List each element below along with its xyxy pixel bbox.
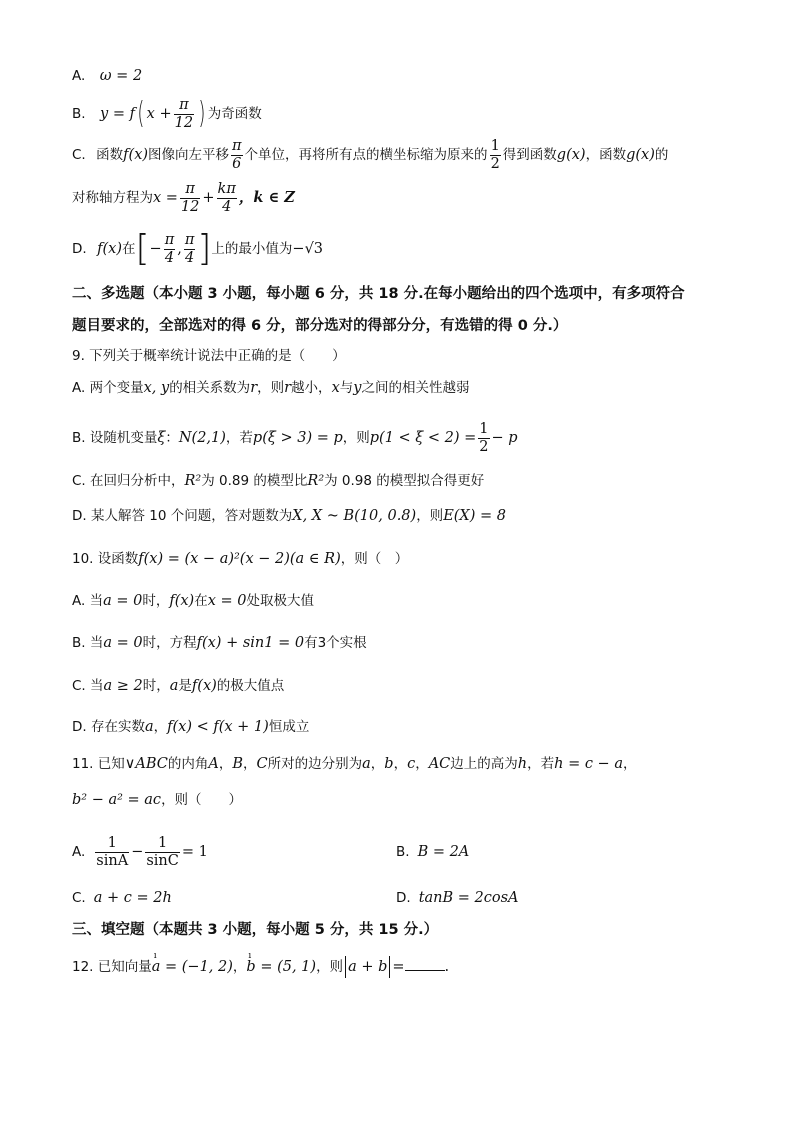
section-2-heading-line1: 二、多选题（本小题 3 小题，每小题 6 分，共 18 分.在每小题给出的四个选项中，有多项符合: [72, 286, 685, 302]
q12-stem: 12. 已知向量ı a = (−1, 2)，ı b = (5, 1)，则 a + b = .: [72, 956, 449, 978]
q11-option-d: D. tanB = 2cosA: [396, 890, 519, 906]
q9-option-c: C. 在回归分析中，R²为 0.89 的模型比R²为 0.98 的模型拟合得更好: [72, 473, 485, 489]
q11-stem-line1: 11. 已知∨ABC的内角A，B，C所对的边分别为a，b，c，AC边上的高为h，若h = c − a，: [72, 756, 637, 772]
q9-option-a: A. 两个变量x, y的相关系数为r，则r越小，x与y之间的相关性越弱: [72, 380, 470, 396]
q10-stem: 10. 设函数f(x) = (x − a)²(x − 2)(a ∈ R)，则（ ）: [72, 551, 409, 567]
q10-option-a: A. 当a = 0时，f(x)在x = 0处取极大值: [72, 593, 314, 609]
section-3-heading: 三、填空题（本题共 3 小题，每小题 5 分，共 15 分.）: [72, 922, 439, 938]
right-bracket: ]: [197, 228, 212, 269]
q9-option-b: B. 设随机变量ξ：N(2,1)，若p(ξ > 3) = p，则p(1 < ξ < 2) = $\frac{1}{2}$ − p: [72, 420, 518, 455]
q11-option-a: A. $\frac{1}{\sin A}$ − $\frac{1}{\sin C}$ = 1: [72, 834, 208, 869]
q9-stem: 9. 下列关于概率统计说法中正确的是（ ）: [72, 348, 346, 364]
left-bracket: [: [135, 228, 150, 269]
right-paren: ): [198, 96, 206, 131]
q10-option-b: B. 当a = 0时，方程f(x) + sin1 = 0有3个实根: [72, 635, 367, 651]
q11-option-c: C. a + c = 2h: [72, 890, 172, 906]
section-2-heading-line2: 题目要求的，全部选对的得 6 分，部分选对的得部分分，有选错的得 0 分.）: [72, 318, 568, 334]
prev-option-c-line2: 对称轴方程为x = $\frac{\pi}{12}$ + $\frac{k\pi}{4}$ ，k ∈ Z: [72, 180, 295, 215]
abs-bar-right: [389, 956, 390, 978]
q10-option-d: D. 存在实数a，f(x) < f(x + 1)恒成立: [72, 719, 310, 735]
q11-option-b: B. B = 2A: [396, 844, 470, 860]
q10-option-c: C. 当a ≥ 2时，a是f(x)的极大值点: [72, 678, 285, 694]
prev-option-c-line1: C. 函数f(x)图像向左平移 $\frac{\pi}{6}$ 个单位，再将所有点的横坐标缩为原来的 $\frac{1}{2}$ 得到函数g(x)，函数g(x)的: [72, 137, 669, 172]
prev-option-a: A. ω = 2: [72, 68, 143, 84]
answer-blank[interactable]: [405, 956, 445, 971]
prev-option-d: D. f(x)在[− $\frac{\pi}{4}$ , $\frac{\pi}{4}$ ]上的最小值为−√3: [72, 228, 324, 269]
abs-bar-left: [345, 956, 346, 978]
q11-stem-line2: b² − a² = ac，则（ ）: [72, 792, 243, 808]
prev-option-b: B. y = f( x + $\frac{\pi}{12}$ ) 为奇函数: [72, 96, 262, 131]
left-paren: (: [137, 96, 145, 131]
q9-option-d: D. 某人解答 10 个问题，答对题数为X, X ~ B(10, 0.8)，则E(X) = 8: [72, 508, 507, 524]
